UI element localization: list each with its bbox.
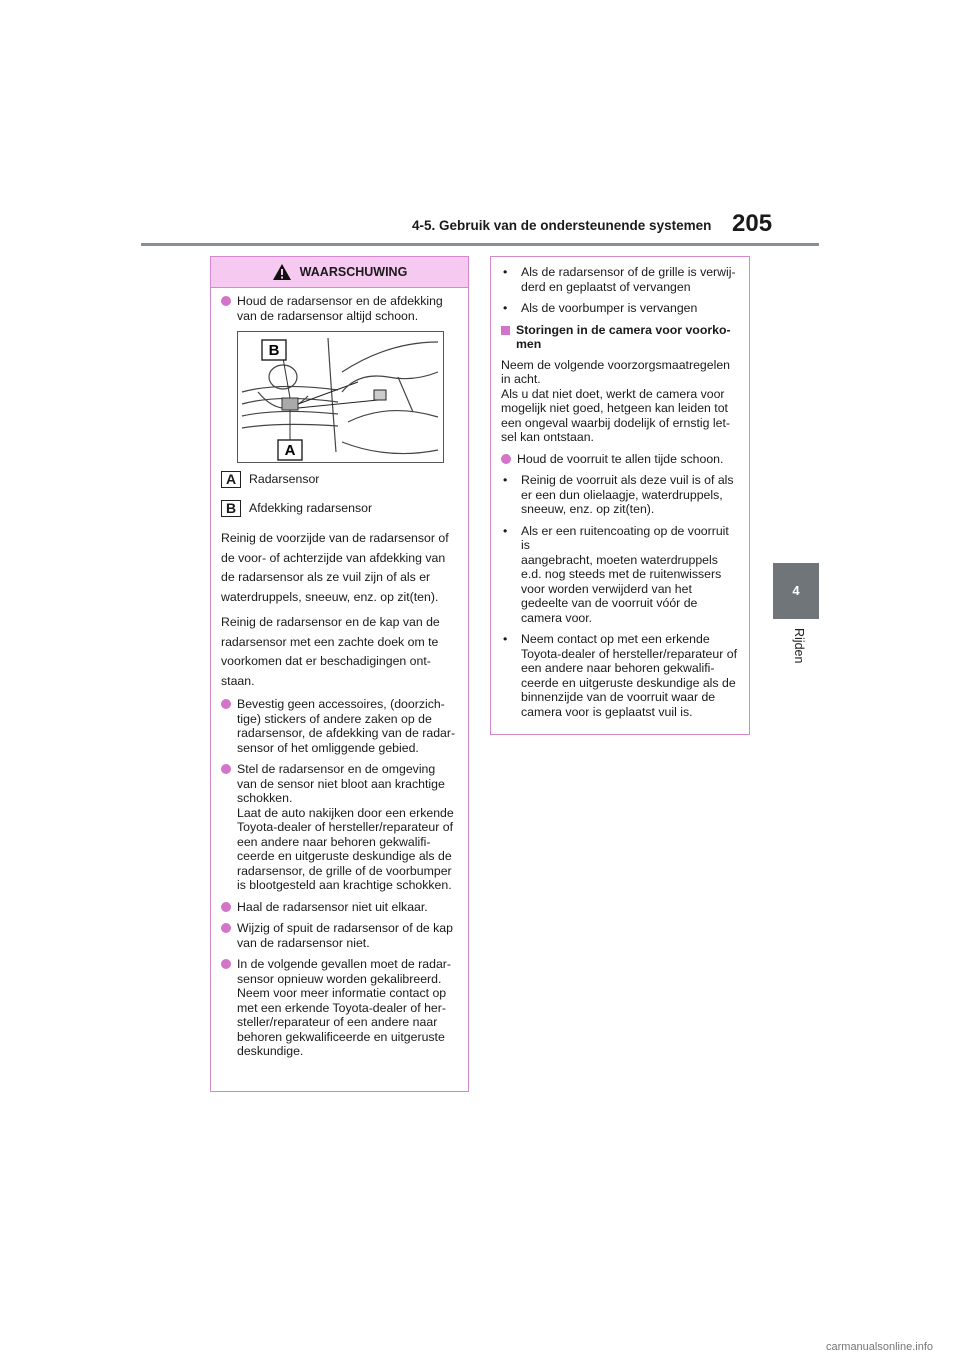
warning-triangle-icon: [272, 263, 292, 281]
list-item: • Als de voorbumper is vervangen: [503, 301, 698, 315]
figure-callout-a: A: [284, 442, 296, 459]
legend-item-b: [221, 500, 460, 517]
bullet-dot-icon: [501, 454, 511, 464]
legend-key: A: [221, 471, 241, 488]
section-title: 4-5. Gebruik van de ondersteunende systemen: [412, 218, 712, 233]
watermark: carmanualsonline.info: [826, 1341, 934, 1353]
page-number: 205: [732, 210, 773, 237]
figure-callout-b: B: [268, 342, 280, 359]
warning-bullet: Haal de radarsensor niet uit elkaar.: [221, 900, 460, 915]
bullet-dot-icon: [221, 764, 231, 774]
legend-key: B: [221, 500, 241, 517]
warning-bullet: In de volgende gevallen moet de radar- sensor opnieuw worden gekalibreerd. Neem voor meer informatie contact op met een erkende Toyota-dealer of her- steller/reparateur of een andere naar behoren gekwalificeerde en uitgeruste deskundige.: [221, 957, 460, 1059]
bullet-dot-icon: [221, 296, 231, 306]
bullet-dot-icon: [221, 959, 231, 969]
warning-bullet: Wijzig of spuit de radarsensor of de kap van de radarsensor niet.: [221, 921, 460, 950]
warning-bullet: Houd de radarsensor en de afdekking van de radarsensor altijd schoon.: [221, 294, 460, 323]
paragraph: Reinig de voorzijde van de radarsensor of de voor- of achterzijde van afdekking van de radarsensor als ze vuil zijn of als er waterdruppels, sneeuw, enz. op zit(ten).: [221, 531, 449, 604]
chapter-tab[interactable]: 4: [773, 563, 819, 619]
caution-box: [490, 256, 750, 735]
list-item: • Als de radarsensor of de grille is verwij- derd en geplaatst of vervangen: [503, 265, 736, 294]
list-item: • Als er een ruitencoating op de voorruit is aangebracht, moeten waterdruppels e.d. nog steeds met de ruitenwissers voor worden verwijderd van het gedeelte van de voorruit vóór de camera voor.: [503, 523, 729, 625]
heading-square-icon: [501, 326, 510, 335]
legend-label: Afdekking radarsensor: [249, 501, 373, 516]
warning-bullet: Stel de radarsensor en de omgeving van de sensor niet bloot aan krachtige schokken. Laat de auto nakijken door een erkende Toyota-dealer of hersteller/reparateur of een andere naar behoren gekwalifi- ceerde en uitgeruste deskundige als de radarsensor, de grille of de voorbumper is blootgesteld aan krachtige schokken.: [221, 762, 460, 893]
bullet-dot-icon: [221, 923, 231, 933]
warning-box: [210, 256, 469, 1092]
bullet-dot-icon: [221, 699, 231, 709]
header-divider: [141, 243, 819, 246]
bullet-dot-icon: [221, 902, 231, 912]
section-heading: Storingen in de camera voor voorko- men: [501, 323, 741, 352]
legend-item-a: [221, 471, 460, 488]
legend-label: Radarsensor: [249, 472, 320, 487]
paragraph: Reinig de radarsensor en de kap van de radarsensor met een zachte doek om te voorkomen dat er beschadigingen ont- staan.: [221, 615, 440, 688]
warning-header: [211, 257, 468, 288]
radar-sensor-figure: [237, 331, 444, 463]
list-item: • Neem contact op met een erkende Toyota-dealer of hersteller/reparateur of een andere naar behoren gekwalifi- ceerde en uitgeruste deskundige als de binnenzijde van de voorruit waar de camera voor is geplaatst vuil is.: [503, 632, 737, 719]
warning-title: WAARSCHUWING: [299, 265, 408, 279]
list-item: • Reinig de voorruit als deze vuil is of als er een dun olielaagje, waterdruppels, sneeuw, enz. op zit(ten).: [503, 473, 734, 516]
chapter-name: Rijden: [792, 628, 806, 664]
warning-bullet: Bevestig geen accessoires, (doorzich- tige) stickers of andere zaken op de radarsensor, de afdekking van de radar- sensor of het omliggende gebied.: [221, 697, 460, 755]
paragraph: Neem de volgende voorzorgsmaatregelen in acht. Als u dat niet doet, werkt de camera voor mogelijk niet goed, hetgeen kan leiden tot een ongeval waarbij dodelijk of ernstig let- sel kan ontstaan.: [501, 357, 730, 444]
radar-sensor-illustration: [238, 332, 443, 462]
caution-bullet: Houd de voorruit te allen tijde schoon.: [501, 452, 741, 467]
